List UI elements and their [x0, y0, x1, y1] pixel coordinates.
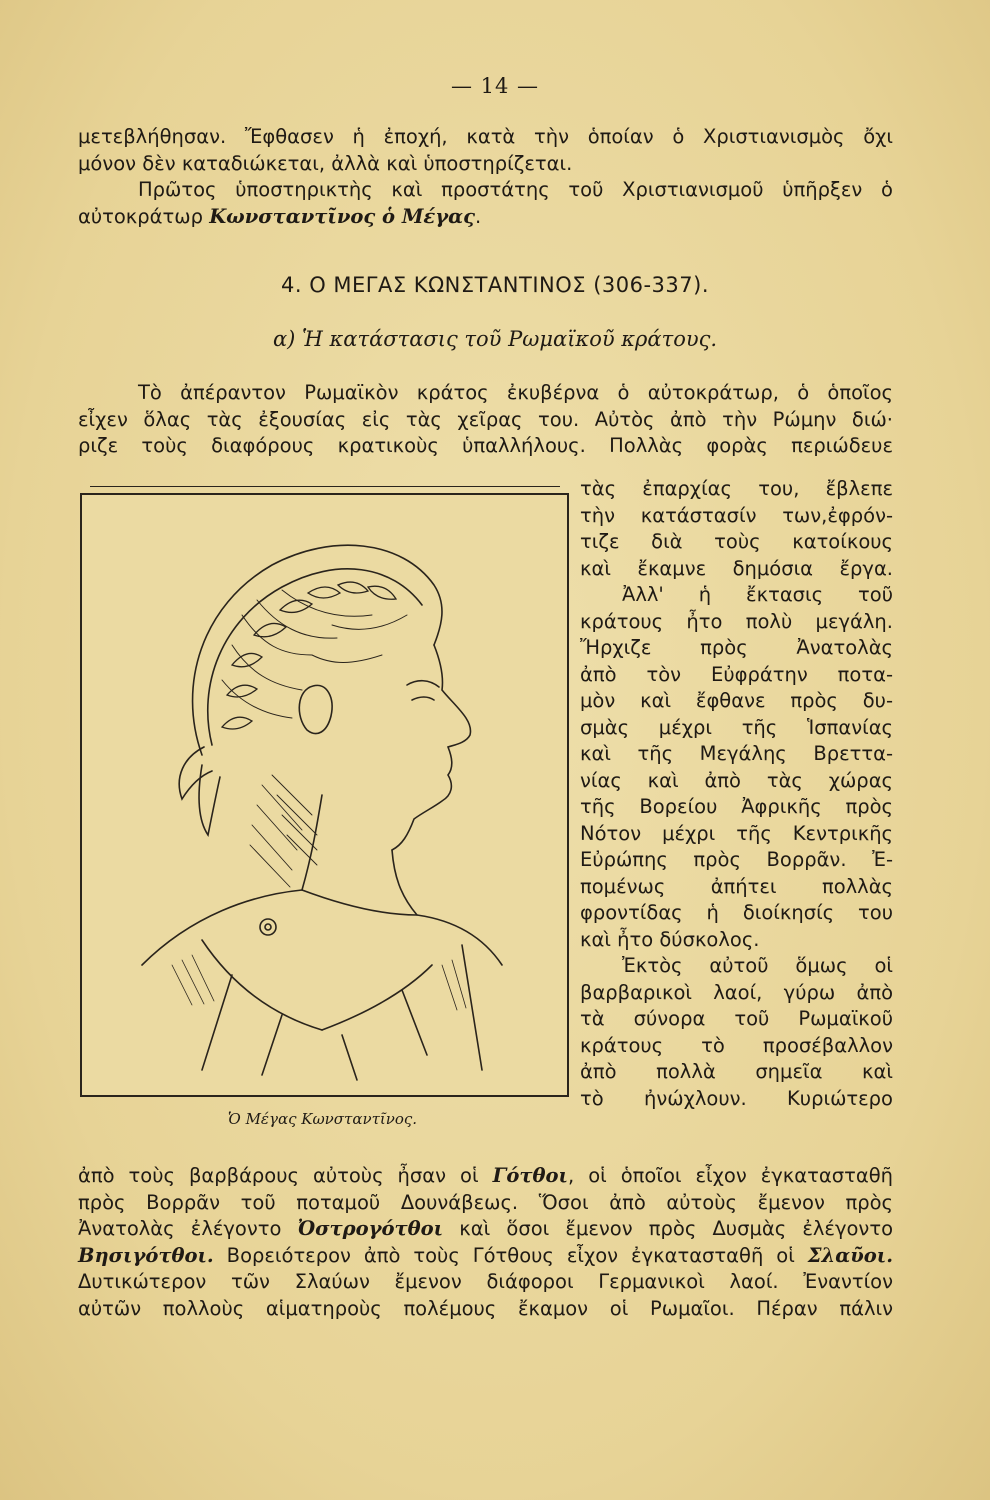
text-line: τῆς Βορείου Ἀφρικῆς πρὸς [580, 795, 893, 818]
text-line: εἶχεν ὅλας τὰς ἐξουσίας εἰς τὰς χεῖρας του. Αὐτὸς ἀπὸ τὴν Ρώμην διώ· [78, 407, 893, 431]
text-line: Εὐρώπης πρὸς Βορρᾶν. Ἐ- [580, 848, 893, 871]
text-fragment: αὐτοκράτωρ [78, 204, 210, 228]
page-number: — 14 — [450, 74, 540, 98]
text-line: αὐτῶν πολλοὺς αἱματηροὺς πολέμους ἔκαμον οἱ Ρωμαῖοι. Πέραν πάλιν [78, 1296, 893, 1320]
figure-top-rule [90, 486, 560, 487]
text-line: μόνον δὲν καταδιώκεται, ἀλλὰ καὶ ὑποστηρίζεται. [78, 151, 573, 175]
text-line: κράτους ἦτο πολὺ μεγάλη. [580, 609, 893, 633]
emperor-portrait-drawing [82, 495, 567, 1095]
text-line: Ἤρχιζε πρὸς Ἀνατολὰς [580, 636, 893, 659]
emperor-name: Κωνσταντῖνος ὁ Μέγας [209, 204, 476, 228]
intro-paragraph [78, 124, 893, 230]
text-line: Ἀλλ' ἡ ἔκτασις τοῦ [622, 583, 893, 606]
text-line: Τὸ ἀπέραντον Ρωμαϊκὸν κράτος ἐκυβέρνα ὁ αὐτοκράτωρ, ὁ ὁποῖος [138, 381, 893, 404]
text-line: τὸ ἠνώχλουν. Κυριώτερο [580, 1086, 893, 1110]
text-line: τὰ σύνορα τοῦ Ρωμαϊκοῦ [580, 1007, 893, 1030]
text-line: κράτους τὸ προσέβαλλον [580, 1033, 893, 1057]
text-line [78, 204, 893, 231]
text-fragment: Ἀνατολὰς ἐλέγοντο [78, 1217, 298, 1240]
text-fragment: Βορειότερον ἀπὸ τοὺς Γότθους εἶχον ἐγκατασταθῆ οἱ [213, 1243, 808, 1267]
text-line: καὶ ἔκαμνε δημόσια ἔργα. [580, 556, 893, 580]
text-line: φροντίδας ἡ διοίκησίς του [580, 901, 893, 924]
text-fragment: , οἱ ὁποῖοι εἶχον ἐγκατασταθῆ [567, 1164, 893, 1187]
text-line: βαρβαρικοὶ λαοί, γύρω ἀπὸ [580, 980, 893, 1004]
text-line: τὴν κατάστασίν των,ἐφρόν- [580, 503, 893, 527]
text-line: καὶ τῆς Μεγάλης Βρεττα- [580, 742, 893, 765]
text-line [78, 1216, 893, 1243]
text-line: Ἐκτὸς αὐτοῦ ὅμως οἱ [622, 954, 893, 977]
text-fragment: ἀπὸ τοὺς βαρβάρους αὐτοὺς ἦσαν οἱ [78, 1164, 493, 1187]
text-line: νίας καὶ ἀπὸ τὰς χώρας [580, 768, 893, 792]
section-title: 4. Ο ΜΕΓΑΣ ΚΩΝΣΤΑΝΤΙΝΟΣ (306-337). [280, 273, 710, 297]
body-paragraph-top [78, 380, 893, 460]
text-line: σμὰς μέχρι τῆς Ἱσπανίας [580, 715, 893, 739]
text-fragment: καὶ ὅσοι ἔμενον πρὸς Δυσμὰς ἐλέγοντο [443, 1217, 893, 1240]
text-line [78, 1243, 893, 1270]
figure-caption: Ὁ Μέγας Κωνσταντῖνος. [227, 1110, 418, 1128]
text-line: τιζε διὰ τοὺς κατοίκους [580, 530, 893, 553]
text-line: πρὸς Βορρᾶν τοῦ ποταμοῦ Δουνάβεως. Ὅσοι ἀπὸ αὐτοὺς ἔμενον πρὸς [78, 1190, 893, 1214]
text-line: Νότον μέχρι τῆς Κεντρικῆς [580, 821, 893, 845]
text-line: Δυτικώτερον τῶν Σλαύων ἔμενον διάφοροι Γερμανικοὶ λαοί. Ἐναντίον [78, 1270, 893, 1293]
body-paragraph-bottom [78, 1163, 893, 1322]
text-line: Πρῶτος ὑποστηρικτὴς καὶ προστάτης τοῦ Χριστιανισμοῦ ὑπῆρξεν ὁ [138, 178, 893, 201]
term-ostrogoths: Ὀστρογότθοι [297, 1217, 444, 1240]
text-line: ριζε τοὺς διαφόρους κρατικοὺς ὑπαλλήλους. Πολλὰς φορὰς περιώδευε [78, 434, 893, 457]
section-subtitle: α) Ἡ κατάστασις τοῦ Ρωμαϊκοῦ κράτους. [272, 327, 718, 351]
text-line: μὸν καὶ ἔφθανε πρὸς δυ- [580, 689, 893, 712]
side-column-text [580, 476, 893, 1112]
text-line: πομένως ἀπήτει πολλὰς [580, 874, 893, 898]
text-line: ἀπὸ τὸν Εὐφράτην ποτα- [580, 662, 893, 686]
term-slavs: Σλαῦοι. [807, 1243, 893, 1267]
text-line [78, 1163, 893, 1190]
text-line: ἀπὸ πολλὰ σημεῖα καὶ [580, 1060, 893, 1083]
term-goths: Γότθοι [492, 1164, 568, 1187]
text-line: τὰς ἐπαρχίας του, ἔβλεπε [580, 477, 893, 500]
text-line: καὶ ἦτο δύσκολος. [580, 927, 760, 951]
text-line: μετεβλήθησαν. Ἔφθασεν ἡ ἐποχή, κατὰ τὴν ὁποίαν ὁ Χριστιανισμὸς ὄχι [78, 125, 893, 148]
text-fragment: . [475, 204, 482, 228]
term-visigoths: Βησιγότθοι. [78, 1243, 214, 1267]
emperor-portrait-figure [80, 493, 569, 1097]
